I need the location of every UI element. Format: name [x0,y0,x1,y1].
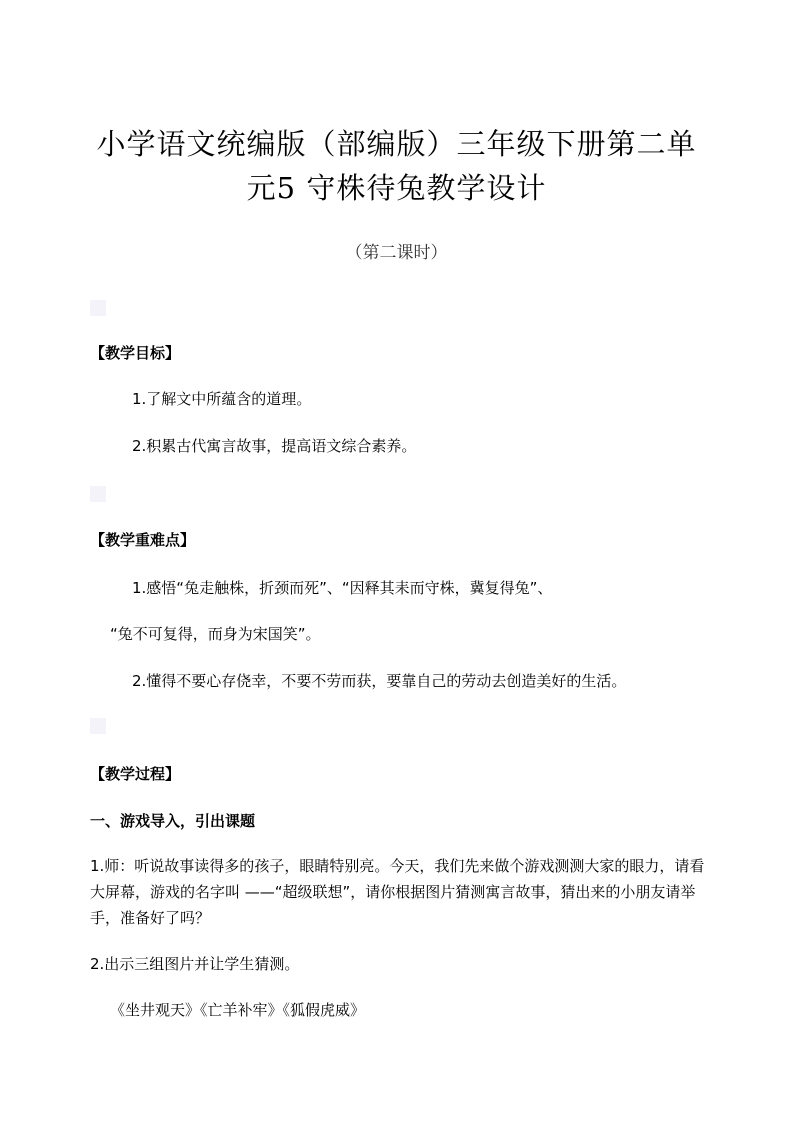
document-title-line-2: 元5 守株待兔教学设计 [246,171,547,205]
paragraph-marker [90,300,106,316]
paragraph-marker [90,718,106,734]
process-step-1: 1.师：听说故事读得多的孩子，眼睛特别亮。今天，我们先来做个游戏测测大家的眼力，请看大屏幕，游戏的名字叫 ——“超级联想”，请你根据图片猜测寓言故事，猜出来的小朋友请举手，准备好了吗？ [90,857,705,927]
process-heading: 【教学过程】 [90,765,181,783]
keypoint-item-1-line-1: 1.感悟“兔走触株，折颈而死”、“因释其耒而守株，冀复得兔”、 [132,579,553,597]
paragraph-marker [90,486,106,502]
document-subtitle: （第二课时） [345,243,448,263]
keypoint-item-1-line-2: “兔不可复得，而身为宋国笑”。 [110,625,321,643]
goals-heading: 【教学目标】 [90,344,181,362]
keypoints-heading: 【教学重难点】 [90,531,196,549]
document-title-line-1: 小学语文统编版（部编版）三年级下册第二单 [96,127,697,161]
keypoint-item-2: 2.懂得不要心存侥幸，不要不劳而获，要靠自己的劳动去创造美好的生活。 [132,672,627,690]
goal-item-1: 1.了解文中所蕴含的道理。 [132,390,312,408]
fable-titles: 《坐井观天》《亡羊补牢》《狐假虎威》 [110,1001,366,1019]
process-step-2: 2.出示三组图片并让学生猜测。 [90,955,300,973]
goal-item-2: 2.积累古代寓言故事，提高语文综合素养。 [132,437,417,455]
process-part-1-heading: 一、游戏导入，引出课题 [90,812,256,830]
